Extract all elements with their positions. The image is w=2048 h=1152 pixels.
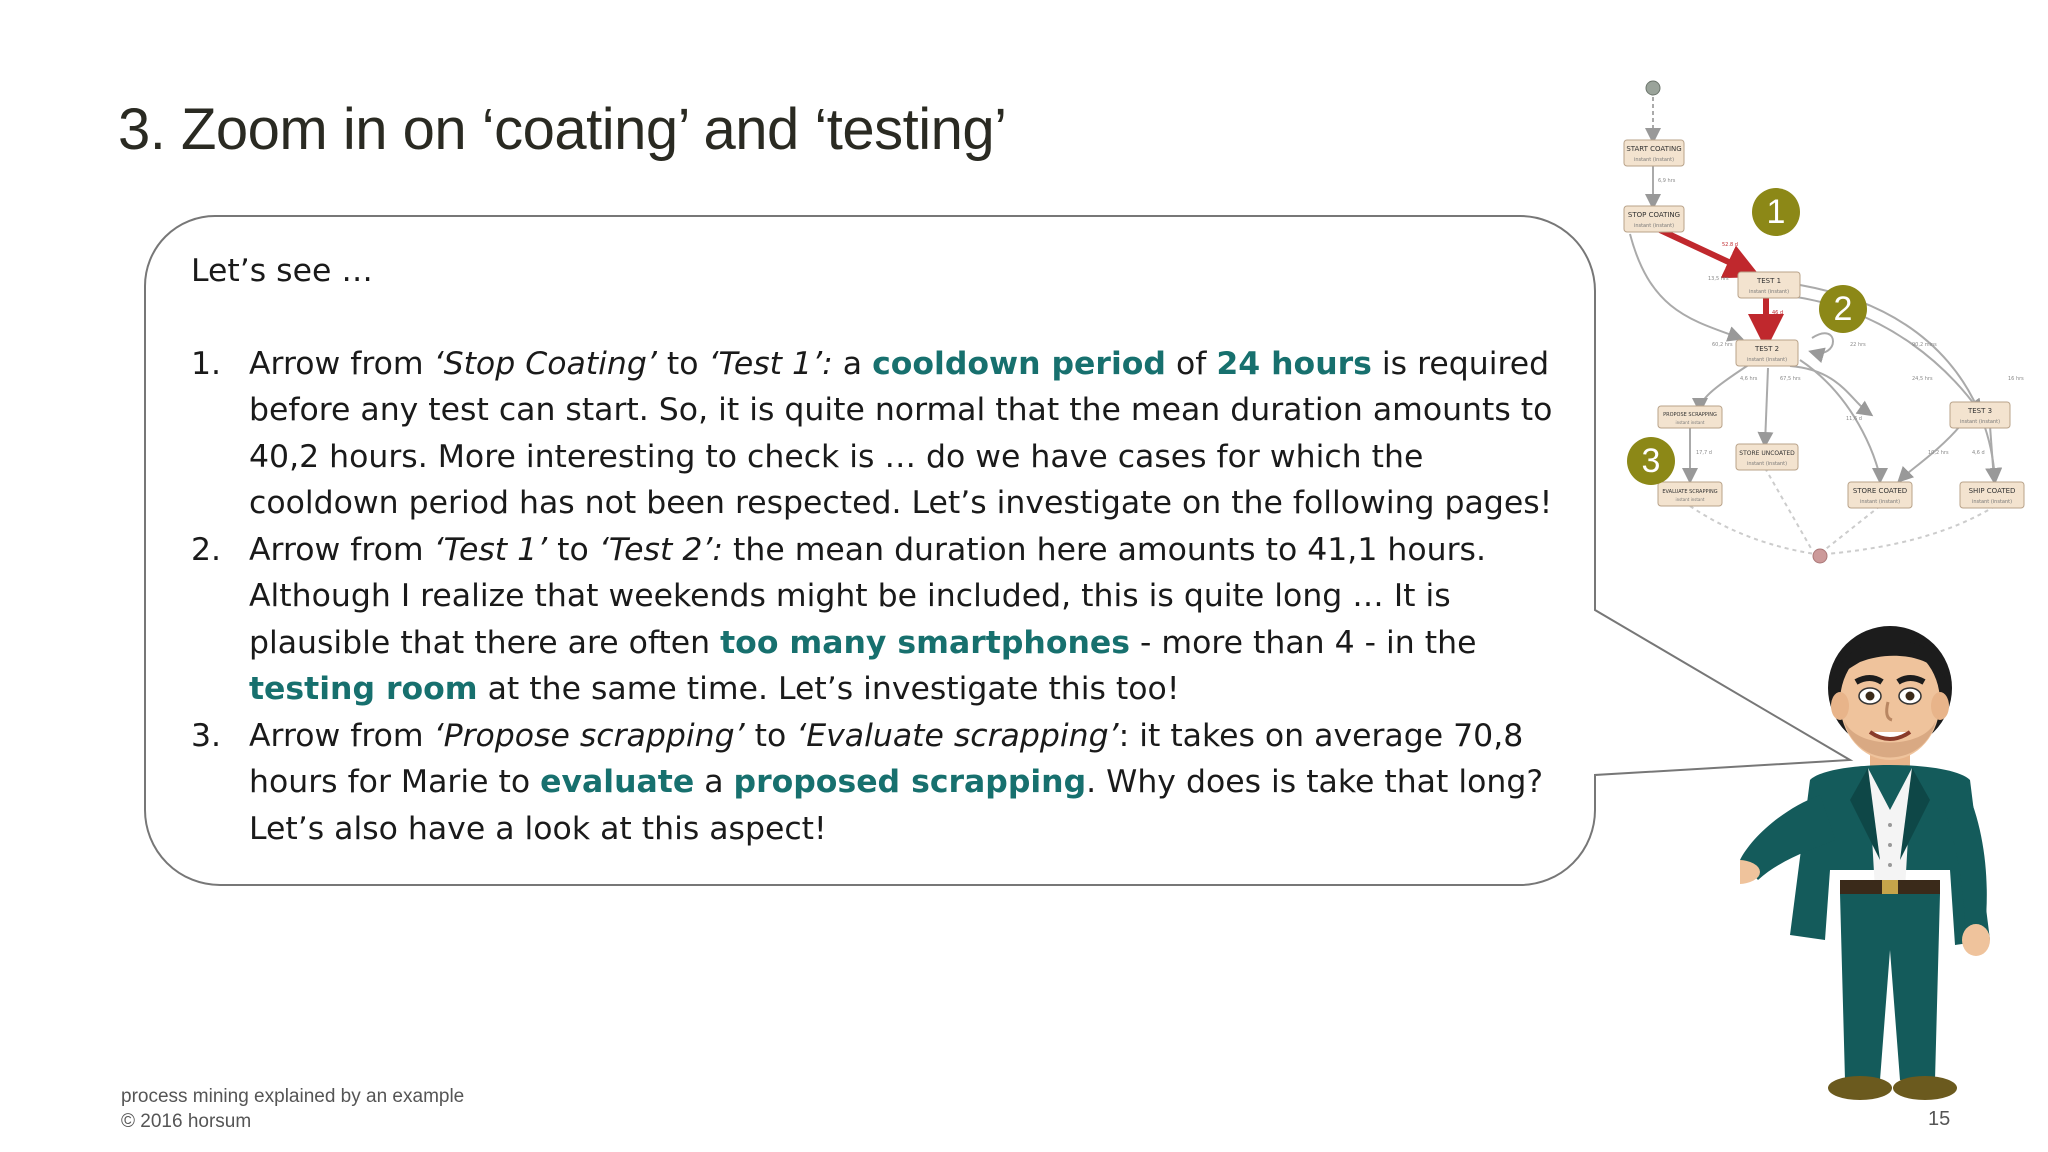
- svg-text:instant (instant): instant (instant): [1633, 157, 1675, 163]
- edge: [1700, 364, 1750, 410]
- edge-label: 60,2 hrs: [1712, 342, 1733, 348]
- activity-name: ‘Test 1’:: [708, 345, 833, 382]
- point-text: Arrow from: [249, 717, 434, 754]
- svg-text:instant (instant): instant (instant): [1971, 499, 2013, 505]
- process-node: [1960, 482, 2024, 508]
- activity-name: ‘Propose scrapping’: [433, 717, 745, 754]
- point-3: [191, 713, 1571, 853]
- footer-line-1: process mining explained by an example: [121, 1086, 465, 1107]
- edge-label: 17,7 d: [1696, 450, 1712, 456]
- point-number: 2.: [191, 531, 222, 568]
- svg-text:instant (instant): instant (instant): [1746, 461, 1788, 467]
- svg-text:instant (instant): instant (instant): [1748, 289, 1790, 295]
- edge: [1765, 468, 1812, 550]
- highlight-term: evaluate: [540, 764, 695, 800]
- edge-label: 10,2 hrs: [1928, 450, 1949, 456]
- process-node: [1624, 140, 1684, 166]
- process-node: [1950, 402, 2010, 428]
- edge: [1630, 234, 1740, 338]
- activity-name: ‘Evaluate scrapping’: [796, 717, 1119, 754]
- point-text: Arrow from: [249, 345, 434, 382]
- edge-label: 22 hrs: [1850, 342, 1866, 348]
- point-text: is required before any test can start. So, it is quite normal that the mean duration amounts to 40,2 hours. More interesting to check is … do we have cases for which the cooldown period has not been respected. Let’s investigate on the following pages!: [249, 345, 1553, 521]
- end-node: [1813, 549, 1827, 563]
- svg-text:instant instant: instant instant: [1675, 497, 1705, 502]
- edge: [1765, 368, 1768, 444]
- edge-label: 90,2 mins: [1912, 342, 1937, 348]
- svg-text:instant (instant): instant (instant): [1746, 357, 1788, 363]
- point-text: Arrow from: [249, 531, 434, 568]
- process-node: [1658, 406, 1722, 428]
- svg-text:instant (instant): instant (instant): [1859, 499, 1901, 505]
- edge-label: 4,6 d: [1972, 450, 1985, 456]
- activity-name: ‘Test 1’: [433, 531, 548, 568]
- svg-text:TEST 1: TEST 1: [1756, 277, 1782, 285]
- svg-text:instant (instant): instant (instant): [1959, 419, 2001, 425]
- point-text: a: [694, 764, 734, 800]
- edge-label: 4,6 hrs: [1740, 376, 1758, 382]
- edge: [1990, 426, 1994, 480]
- page-number: 15: [1928, 1108, 1951, 1130]
- svg-text:SHIP COATED: SHIP COATED: [1968, 487, 2016, 495]
- edge: [1690, 506, 1815, 554]
- edge: [1812, 333, 1833, 353]
- edge-label: 24,5 hrs: [1912, 376, 1933, 382]
- highlight-term: 24 hours: [1216, 345, 1372, 382]
- edge-label: 13,5 hrs: [1708, 276, 1729, 282]
- point-text: to: [744, 717, 797, 754]
- point-1: [191, 341, 1571, 527]
- process-node: [1736, 444, 1798, 470]
- point-text: . Why does is take that long? Let’s also have a look at this aspect!: [249, 764, 1544, 847]
- svg-text:STOP COATING: STOP COATING: [1627, 211, 1681, 219]
- activity-name: ‘Test 2’:: [598, 531, 723, 568]
- edge-label: 46 d: [1772, 310, 1784, 316]
- point-text: to: [547, 531, 599, 568]
- point-number: 1.: [191, 345, 222, 382]
- speech-intro: Let’s see …: [191, 253, 373, 289]
- point-text: of: [1165, 345, 1217, 382]
- svg-text:instant (instant): instant (instant): [1633, 223, 1675, 229]
- edge-label: 52.8 d: [1722, 242, 1738, 248]
- presenter-avatar: [1740, 610, 2040, 1110]
- edge-label: 16 hrs: [2008, 376, 2024, 382]
- process-node: [1738, 272, 1800, 298]
- edge: [1790, 366, 1870, 414]
- point-number: 3.: [191, 717, 222, 754]
- process-node: [1658, 482, 1722, 506]
- edge-stop-coating-test-1: [1660, 230, 1750, 272]
- footer: [121, 1084, 464, 1134]
- point-text: to: [656, 345, 709, 382]
- edge: [1822, 506, 1880, 552]
- svg-text:STORE COATED: STORE COATED: [1852, 487, 1908, 495]
- highlight-term: cooldown period: [872, 345, 1166, 382]
- point-text: a: [832, 345, 873, 382]
- point-text: - more than 4 - in the: [1130, 624, 1477, 661]
- process-node: [1848, 482, 1912, 508]
- point-text: at the same time. Let’s investigate this too!: [477, 671, 1180, 707]
- svg-text:TEST 2: TEST 2: [1754, 345, 1780, 353]
- points-list: [191, 341, 1571, 853]
- process-node: [1736, 340, 1798, 366]
- svg-text:STORE UNCOATED: STORE UNCOATED: [1739, 450, 1795, 457]
- badge-1: 1: [1752, 188, 1800, 236]
- svg-text:TEST 3: TEST 3: [1967, 407, 1993, 415]
- badge-2: 2: [1819, 285, 1867, 333]
- edge-label: 11,6 d: [1846, 416, 1862, 422]
- footer-line-2: © 2016 horsum: [121, 1111, 252, 1132]
- highlight-term: too many smartphones: [720, 624, 1131, 661]
- svg-text:START COATING: START COATING: [1626, 145, 1682, 153]
- process-map: [1590, 70, 2030, 590]
- edge: [1800, 360, 1880, 480]
- process-node: [1624, 206, 1684, 232]
- svg-text:EVALUATE SCRAPPING: EVALUATE SCRAPPING: [1662, 489, 1718, 495]
- badge-3: 3: [1627, 437, 1675, 485]
- edge-label: 6,9 hrs: [1658, 178, 1676, 184]
- highlight-term: testing room: [249, 671, 478, 707]
- point-text: : it takes on average 70,8 hours for Marie to: [249, 717, 1524, 800]
- activity-name: ‘Stop Coating’: [433, 345, 657, 382]
- svg-text:PROPOSE SCRAPPING: PROPOSE SCRAPPING: [1663, 412, 1717, 418]
- point-2: [191, 527, 1571, 713]
- slide-title: 3. Zoom in on ‘coating’ and ‘testing’: [118, 97, 1007, 162]
- point-text: the mean duration here amounts to 41,1 hours. Although I realize that weekends might be included, this is quite long … It is plausible that there are often: [249, 531, 1486, 661]
- speech-text: [191, 248, 1571, 852]
- start-node: [1646, 81, 1660, 95]
- highlight-term: proposed scrapping: [733, 764, 1087, 800]
- edge: [1826, 506, 1995, 554]
- svg-text:instant instant: instant instant: [1675, 420, 1705, 425]
- edge-label: 67,5 hrs: [1780, 376, 1801, 382]
